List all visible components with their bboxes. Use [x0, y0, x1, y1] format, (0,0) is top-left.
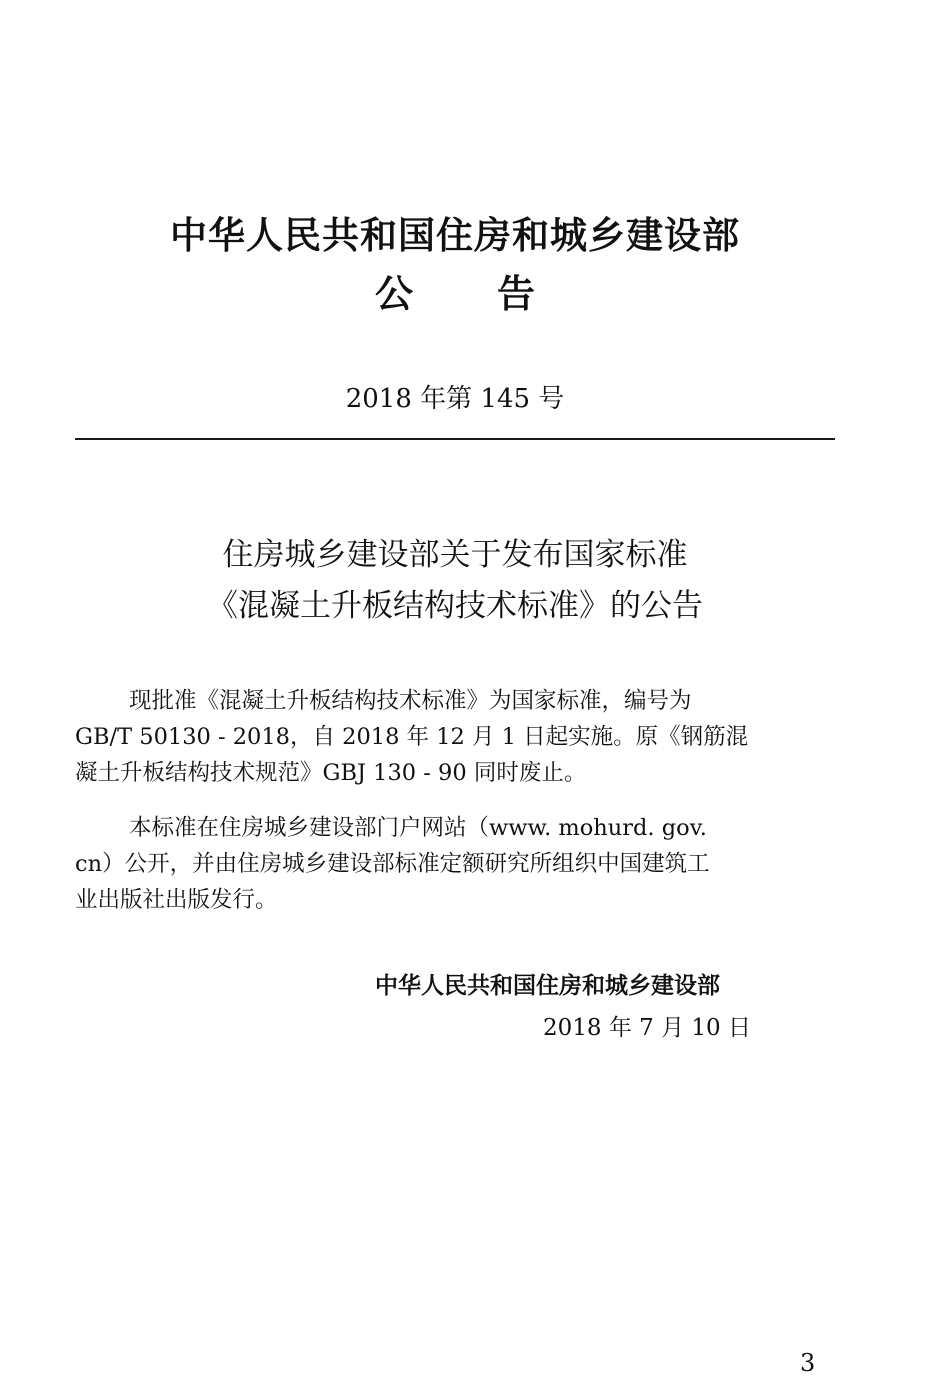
document-number: 2018 年第 145 号 [345, 384, 565, 414]
header-divider [75, 438, 835, 440]
subject-line-1: 住房城乡建设部关于发布国家标准 [222, 537, 688, 573]
announcement-title-char-1: 公 [374, 272, 413, 316]
paragraph-publication-line-2: cn）公开，并由住房城乡建设部标准定额研究所组织中国建筑工 [75, 851, 710, 877]
issuing-authority-heading: 中华人民共和国住房和城乡建设部 [170, 214, 740, 257]
paragraph-publication-line-1: 本标准在住房城乡建设部门户网站（www. mohurd. gov. [129, 815, 707, 841]
page-number: 3 [800, 1349, 816, 1377]
paragraph-publication-line-3: 业出版社出版发行。 [75, 887, 278, 913]
announcement-title-char-2: 告 [497, 272, 536, 316]
paragraph-approval-line-2: GB/T 50130 - 2018，自 2018 年 12 月 1 日起实施。原《钢筋混 [75, 724, 749, 750]
paragraph-approval-line-1: 现批准《混凝土升板结构技术标准》为国家标准，编号为 [129, 688, 692, 714]
announcement-title [0, 268, 910, 320]
subject-line-2: 《混凝土升板结构技术标准》的公告 [207, 588, 703, 624]
signature-date: 2018 年 7 月 10 日 [543, 1015, 751, 1041]
signature-organization: 中华人民共和国住房和城乡建设部 [375, 973, 720, 999]
paragraph-approval-line-3: 凝土升板结构技术规范》GBJ 130 - 90 同时废止。 [75, 760, 587, 786]
announcement-subject [0, 530, 910, 632]
paragraph-publication [75, 810, 837, 918]
paragraph-approval [75, 683, 837, 791]
